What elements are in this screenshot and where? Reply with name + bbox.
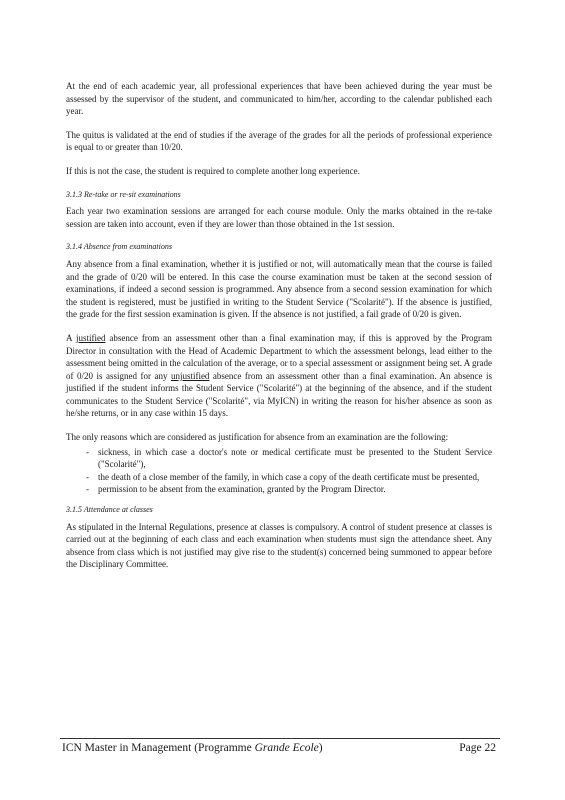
- paragraph-long-experience: If this is not the case, the student is required to complete another long experience.: [66, 165, 360, 176]
- paragraph-retake: Each year two examination sessions are arranged for each course module. Only the marks obtained in the re-take session are taken into account, even if they are lower than those obtained in the 1st session.: [66, 206, 492, 229]
- list-item: [66, 471, 492, 484]
- paragraph-assessment: At the end of each academic year, all professional experiences that have been achieved during the year must be assessed by the supervisor of the student, and communicated to him/her, according to the calendar published each year.: [66, 81, 492, 117]
- list-item-text: sickness, in which case a doctor's note or medical certificate must be presented to the Student Service ("Scolarité"),: [98, 446, 492, 470]
- document-body: [66, 80, 492, 582]
- list-item: [66, 446, 492, 471]
- section-heading-retake: 3.1.3 Re-take or re-sit examinations: [66, 189, 181, 199]
- paragraph-reasons: The only reasons which are considered as justification for absence from an examination are the following:: [66, 432, 449, 443]
- dash-bullet: -: [86, 446, 89, 457]
- paragraph-absence-final: Any absence from a final examination, whether it is justified or not, will automatically mean that the course is failed and the grade of 0/20 will be entered. In this case the course examination must be taken at the second session of examinations, if indeed a second session is programmed. Any absence from a second session examination for which the student is registered, must be justified in writing to the Student Service ("Scolarité"). If the absence is justified, the grade for the first session examination is given. If the absence is not justified, a fail grade of 0/20 is given.: [66, 258, 492, 320]
- paragraph-attendance: As stipulated in the Internal Regulations, presence at classes is compulsory. A control of student presence at classes is carried out at the beginning of each class and each examination when students must sign the attendance sheet. Any absence from class which is not justified may give rise to the student(s) concerned being summoned to appear before the Disciplinary Committee.: [66, 521, 492, 570]
- underlined-justified: justified: [75, 332, 106, 343]
- page-number: Page 22: [459, 742, 496, 754]
- section-heading-absence: 3.1.4 Absence from examinations: [66, 242, 172, 252]
- text-fragment: A: [66, 332, 76, 343]
- footer-title-italic: Grande Ecole: [254, 742, 319, 754]
- dash-bullet: -: [86, 484, 89, 495]
- reasons-list: [66, 446, 492, 496]
- dash-bullet: -: [86, 471, 89, 482]
- footer-title: [62, 742, 323, 754]
- footer-title-end: ): [318, 742, 323, 754]
- list-item: [66, 483, 492, 496]
- text-fragment: absence from an assessment other than a final examination. An absence is justified if the student informs the Student Service ("Scolarité") at the beginning of the absence, and if the student communicates to the Student Service ("Scolarité", via MyICN) in writing the reason for his/her absence as soon as he/she returns, or in any case within 15 days.: [66, 370, 492, 419]
- text-fragment: absence from an assessment other than a final examination may, if this is approved by the Program Director in consultation with the Head of Academic Department to which the assessment belongs, lead either to the assessment being omitted in the calculation of the average, or to a special assessment or assignment being set. A grade of 0/20 is assigned for any: [66, 332, 492, 381]
- section-heading-attendance: 3.1.5 Attendance at classes: [66, 505, 153, 515]
- paragraph-quitus: The quitus is validated at the end of studies if the average of the grades for all the periods of professional experience is equal to or greater than 10/20.: [66, 129, 492, 153]
- list-item-text: the death of a close member of the family, in which case a copy of the death certificate must be presented,: [98, 471, 480, 482]
- underlined-unjustified: unjustified: [170, 370, 210, 381]
- page-footer: [62, 742, 496, 754]
- footer-title-start: ICN Master in Management (Programme: [62, 742, 255, 754]
- footer-divider: [60, 738, 500, 739]
- paragraph-absence-assessment: [66, 332, 492, 420]
- list-item-text: permission to be absent from the examination, granted by the Program Director.: [98, 484, 386, 495]
